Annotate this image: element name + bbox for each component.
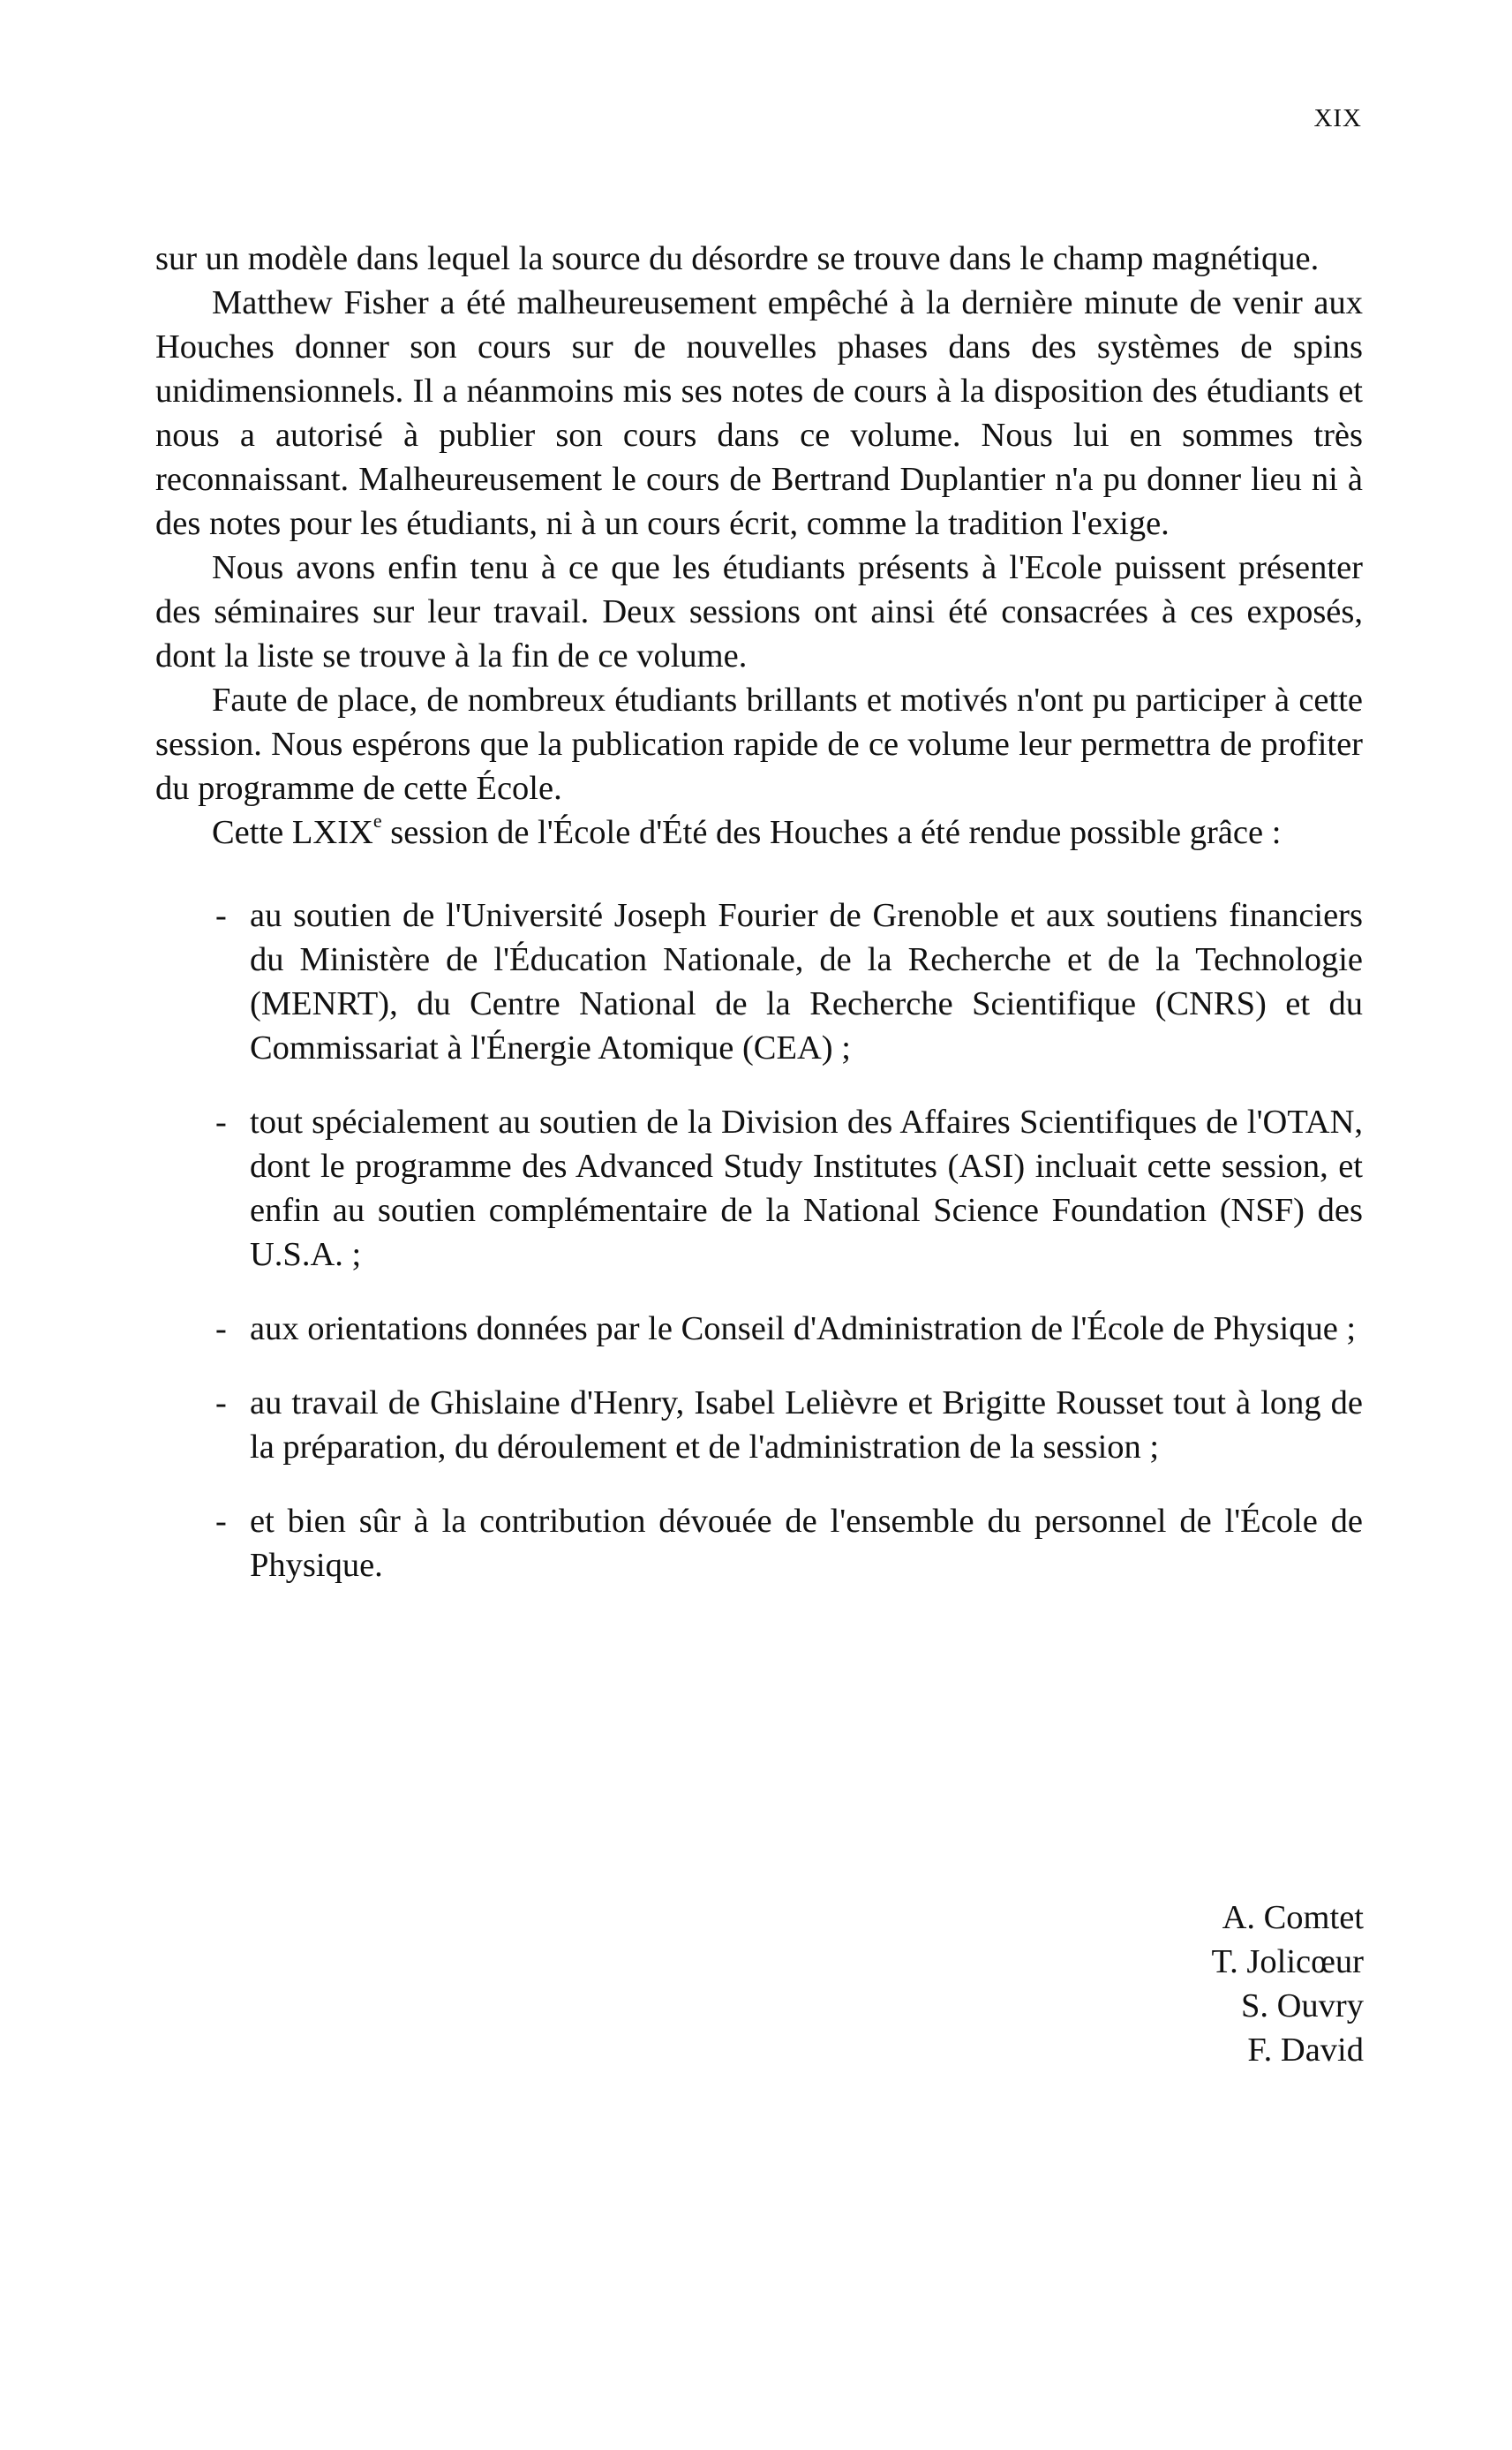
list-dash: - (215, 1384, 227, 1421)
list-item (155, 1499, 1363, 1587)
signature-name: F. David (1247, 2032, 1364, 2069)
signature-name: A. Comtet (1222, 1899, 1364, 1936)
list-item-text: au soutien de l'Université Joseph Fourier de Grenoble et aux soutiens financiers du Ministère de l'Éducation Nationale, de la Recherche et de la Technologie (MENRT), du Centre National de la Recherche Scientifique (CNRS) et du Commissariat à l'Énergie Atomique (CEA) ; (250, 897, 1363, 1067)
list-item (155, 1381, 1363, 1469)
paragraph-session-thanks (155, 810, 1363, 855)
main-text (155, 237, 1363, 1617)
paragraph-seminars: Nous avons enfin tenu à ce que les étudiants présents à l'Ecole puissent présenter des séminaires sur leur travail. Deux sessions ont ainsi été consacrées à ces exposés, dont la liste se trouve à la fin de ce volume. (155, 549, 1363, 675)
list-item-text: aux orientations données par le Conseil d'Administration de l'École de Physique ; (250, 1310, 1357, 1347)
list-item-text: et bien sûr à la contribution dévouée de l'ensemble du personnel de l'École de Physique. (250, 1503, 1363, 1584)
list-dash: - (215, 897, 227, 934)
paragraph-fisher: Matthew Fisher a été malheureusement empêché à la dernière minute de venir aux Houches donner son cours sur de nouvelles phases dans des systèmes de spins unidimensionnels. Il a néanmoins mis ses notes de cours à la disposition des étudiants et nous a autorisé à publier son cours dans ce volume. Nous lui en sommes très reconnaissant. Malheureusement le cours de Bertrand Duplantier n'a pu donner lieu ni à des notes pour les étudiants, ni à un cours écrit, comme la tradition l'exige. (155, 284, 1363, 542)
signature-name: T. Jolicœur (1211, 1943, 1364, 1980)
ordinal-superscript: e (372, 810, 382, 833)
paragraph-participation: Faute de place, de nombreux étudiants brillants et motivés n'ont pu participer à cette session. Nous espérons que la publication rapide de ce volume leur permettra de profiter du programme de cette École. (155, 682, 1363, 807)
signature-name: S. Ouvry (1240, 1987, 1364, 2024)
list-item (155, 1307, 1363, 1351)
page-number: XIX (1313, 104, 1362, 132)
session-thanks-end: session de l'École d'Été des Houches a été rendue possible grâce : (381, 814, 1282, 851)
list-dash: - (215, 1503, 227, 1540)
list-item (155, 893, 1363, 1070)
support-list (155, 893, 1363, 1587)
signature-block (1212, 1896, 1365, 2072)
list-item (155, 1100, 1363, 1277)
list-dash: - (215, 1104, 227, 1141)
paragraph-continuation: sur un modèle dans lequel la source du désordre se trouve dans le champ magnétique. (155, 240, 1320, 277)
list-dash: - (215, 1310, 227, 1347)
list-item-text: tout spécialement au soutien de la Division des Affaires Scientifiques de l'OTAN, dont le programme des Advanced Study Institutes (ASI) incluait cette session, et enfin au soutien complémentaire de la National Science Foundation (NSF) des U.S.A. ; (250, 1104, 1363, 1273)
list-item-text: au travail de Ghislaine d'Henry, Isabel Lelièvre et Brigitte Rousset tout à long de la préparation, du déroulement et de l'administration de la session ; (250, 1384, 1363, 1466)
session-thanks-start: Cette LXIX (212, 814, 373, 851)
